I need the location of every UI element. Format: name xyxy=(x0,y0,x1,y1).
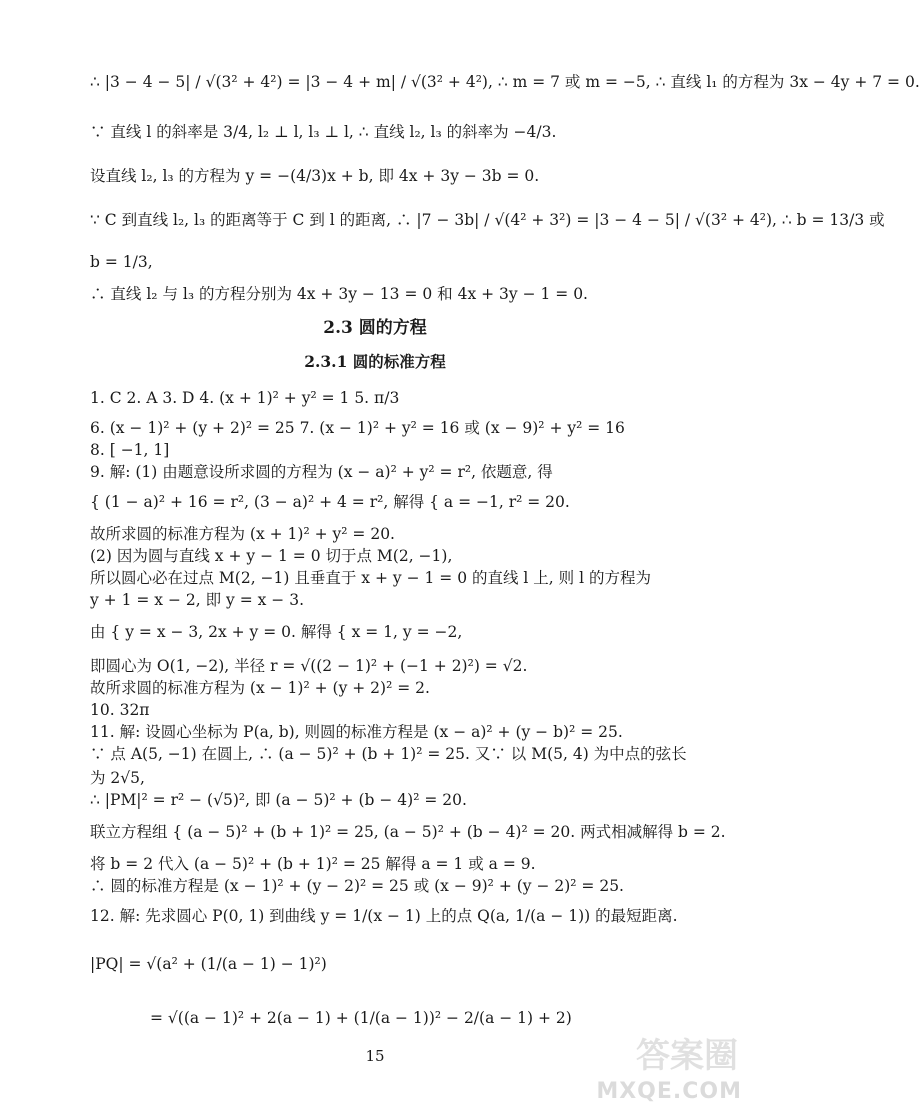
answers-6-7: 6. (x − 1)² + (y + 2)² = 25 7. (x − 1)² + y² = 16 或 (x − 9)² + y² = 16 xyxy=(90,419,625,437)
q9-line-8: 即圆心为 O(1, −2), 半径 r = √((2 − 1)² + (−1 + 2)²) = √2. xyxy=(90,657,528,675)
subsection-title: 2.3.1 圆的标准方程 xyxy=(304,352,446,371)
q12-line-1: 12. 解: 先求圆心 P(0, 1) 到曲线 y = 1/(x − 1) 上的点 Q(a, 1/(a − 1)) 的最短距离. xyxy=(90,907,678,925)
watermark-logo xyxy=(596,1028,742,1108)
line-4: ∵ C 到直线 l₂, l₃ 的距离等于 C 到 l 的距离, ∴ |7 − 3b| / √(4² + 3²) = |3 − 4 − 5| / √(3² + 4²), ∴ b = 13/3 或 xyxy=(90,211,885,229)
watermark-logo-mark: 答案圈 xyxy=(636,1036,738,1076)
q11-line-6: 将 b = 2 代入 (a − 5)² + (b + 1)² = 25 解得 a = 1 或 a = 9. xyxy=(90,855,536,873)
q9-line-1: 9. 解: (1) 由题意设所求圆的方程为 (x − a)² + y² = r², 依题意, 得 xyxy=(90,463,553,481)
q11-line-1: 11. 解: 设圆心坐标为 P(a, b), 则圆的标准方程是 (x − a)² + (y − b)² = 25. xyxy=(90,723,623,741)
watermark-text: MXQE.COM xyxy=(596,1079,742,1104)
answer-10: 10. 32π xyxy=(90,701,150,719)
q9-line-3: 故所求圆的标准方程为 (x + 1)² + y² = 20. xyxy=(90,525,395,543)
line-5: b = 1/3, xyxy=(90,253,153,271)
answers-1-5: 1. C 2. A 3. D 4. (x + 1)² + y² = 1 5. π/3 xyxy=(90,389,400,407)
page-number: 15 xyxy=(365,1047,385,1065)
q12-line-3: = √((a − 1)² + 2(a − 1) + (1/(a − 1))² − 2/(a − 1) + 2) xyxy=(150,1009,572,1027)
section-title: 2.3 圆的方程 xyxy=(323,318,427,338)
q11-line-7: ∴ 圆的标准方程是 (x − 1)² + (y − 2)² = 25 或 (x − 9)² + (y − 2)² = 25. xyxy=(90,877,624,895)
line-1: ∴ |3 − 4 − 5| / √(3² + 4²) = |3 − 4 + m| / √(3² + 4²), ∴ m = 7 或 m = −5, ∴ 直线 l₁ 的方程为 3x − 4y + 7 = 0. xyxy=(90,73,920,91)
q9-line-9: 故所求圆的标准方程为 (x − 1)² + (y + 2)² = 2. xyxy=(90,679,430,697)
q9-system-2: 由 { y = x − 3, 2x + y = 0. 解得 { x = 1, y = −2, xyxy=(90,623,463,641)
q9-line-6: y + 1 = x − 2, 即 y = x − 3. xyxy=(90,591,304,609)
q11-line-3: 为 2√5, xyxy=(90,769,145,787)
q9-system-1: { (1 − a)² + 16 = r², (3 − a)² + 4 = r², 解得 { a = −1, r² = 20. xyxy=(90,493,570,511)
line-3: 设直线 l₂, l₃ 的方程为 y = −(4/3)x + b, 即 4x + 3y − 3b = 0. xyxy=(90,167,540,185)
line-2: ∵ 直线 l 的斜率是 3/4, l₂ ⊥ l, l₃ ⊥ l, ∴ 直线 l₂, l₃ 的斜率为 −4/3. xyxy=(90,123,557,141)
answer-8: 8. [ −1, 1] xyxy=(90,441,170,459)
q9-line-5: 所以圆心必在过点 M(2, −1) 且垂直于 x + y − 1 = 0 的直线 l 上, 则 l 的方程为 xyxy=(90,569,651,587)
q11-line-2: ∵ 点 A(5, −1) 在圆上, ∴ (a − 5)² + (b + 1)² = 25. 又∵ 以 M(5, 4) 为中点的弦长 xyxy=(90,745,687,763)
q11-system: 联立方程组 { (a − 5)² + (b + 1)² = 25, (a − 5)² + (b − 4)² = 20. 两式相减解得 b = 2. xyxy=(90,823,726,841)
q9-line-4: (2) 因为圆与直线 x + y − 1 = 0 切于点 M(2, −1), xyxy=(90,547,453,565)
q11-line-4: ∴ |PM|² = r² − (√5)², 即 (a − 5)² + (b − 4)² = 20. xyxy=(90,791,467,809)
line-6: ∴ 直线 l₂ 与 l₃ 的方程分别为 4x + 3y − 13 = 0 和 4x + 3y − 1 = 0. xyxy=(90,285,588,303)
q12-line-2: |PQ| = √(a² + (1/(a − 1) − 1)²) xyxy=(90,955,327,973)
